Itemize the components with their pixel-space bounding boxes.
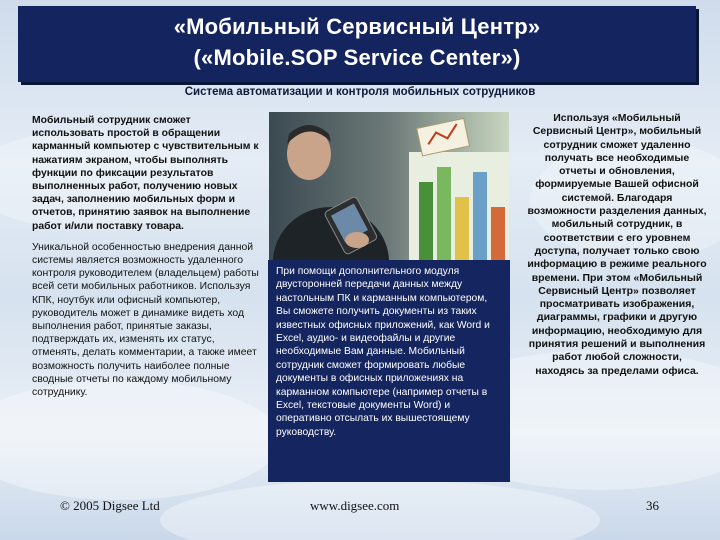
slide-title: «Мобильный Сервисный Центр»	[173, 14, 541, 39]
page-number: 36	[646, 498, 659, 513]
right-paragraph: Используя «Мобильный Сервисный Центр», мобильный сотрудник сможет удаленно получать все необходимые отчеты и обновления, формируемые Вашей офисной системой. Благодаря возможности разделения данных, мобильный сотрудник, в соответствии с его уровнем доступа, получает только свою информацию в режиме реального времени. При этом «Мобильный Сервисный Центр» позволяет просматривать изображения, диаграммы, графики и другую информацию, необходимую для принятия решений и выполнения работ любой сложности, находясь за пределами офиса.	[527, 112, 707, 377]
title-banner	[18, 6, 696, 82]
slide-title-english: («Mobile.SOP Service Center»)	[193, 45, 521, 70]
left-text-column	[32, 114, 262, 399]
data-transfer-info-box	[268, 260, 510, 482]
footer-website: www.digsee.com	[310, 498, 400, 513]
footer-copyright: © 2005 Digsee Ltd	[60, 498, 160, 513]
slide-subtitle: Система автоматизации и контроля мобильных сотрудников	[184, 86, 536, 98]
mobile-worker-photo	[269, 112, 509, 260]
info-box-text: При помощи дополнительного модуля двусторонней передачи данных между настольным ПК и карманным компьютером, Вы сможете получить документы из таких известных офисных приложений, как Word и Excel, аудио- и видеофайлы и другие необходимые Вам данные. Мобильный сотрудник сможет формировать любые документы в офисных приложениях на карманном компьютере (например отчеты в Excel, текстовые документы Word) и оперативно отсылать их вышестоящему руководству.	[276, 266, 490, 438]
right-text-column	[527, 112, 707, 378]
left-paragraph-1: Мобильный сотрудник сможет использовать простой в обращении карманный компьютер с чувствительным к нажатиям экраном, чтобы выполнять функции по фиксации результатов выполненных работ, получению новых задач, заполнению мобильных форм и отчетов, принятию заявок на выполнение работ и/или поставку товара.	[32, 115, 259, 232]
left-paragraph-2: Уникальной особенностью внедрения данной системы является возможность удаленного контроля руководителем (владельцем) работы всей сети мобильных работников. Используя КПК, ноутбук или офисный компьютер, руководитель может в динамике видеть ход выполнения работ, принятые заказы, подтверждать их, изменять их статус, отменять, делать комментарии, а также имеет возможность получить наиболее полные сводные отчеты по каждому мобильному сотруднику.	[32, 241, 259, 399]
